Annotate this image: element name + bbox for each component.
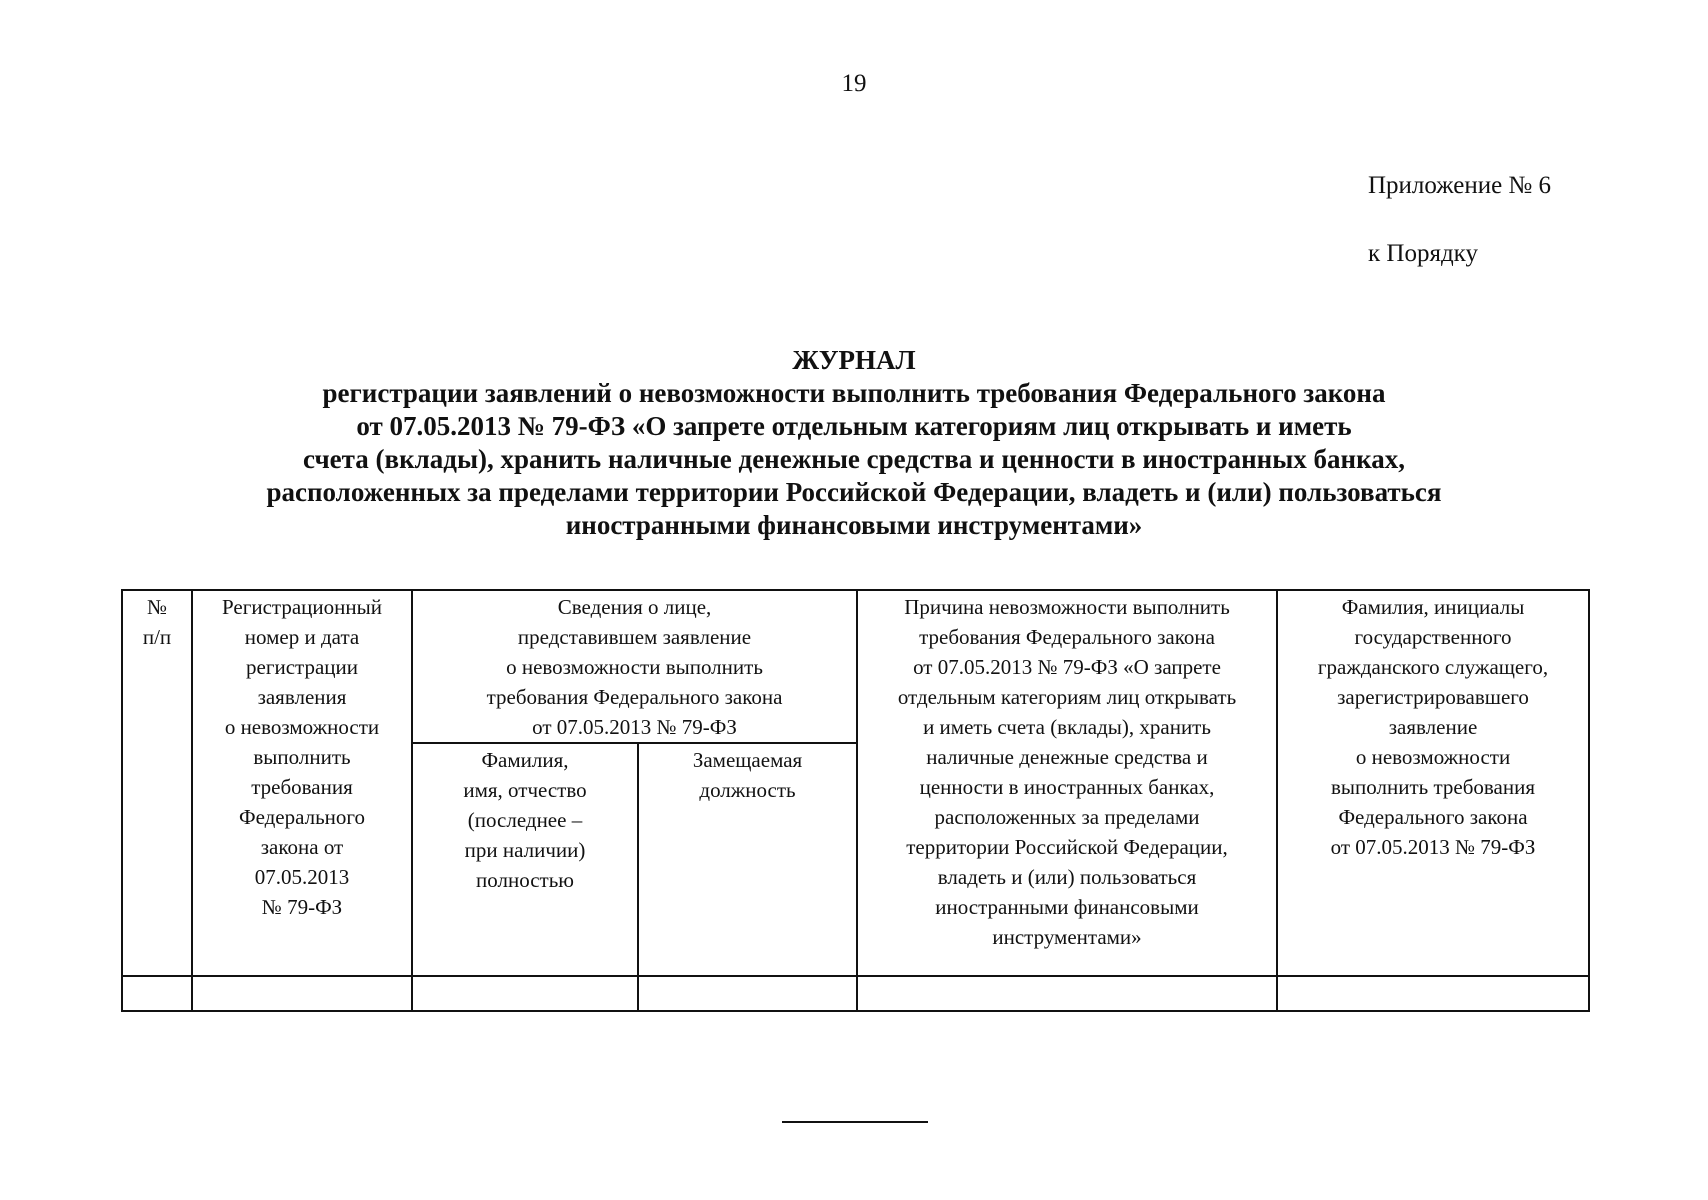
- table-cell: [412, 976, 638, 1011]
- column-header-position-text: Замещаемая должность: [692, 748, 803, 802]
- page-number: 19: [841, 70, 867, 97]
- table-header-row: [122, 590, 1589, 743]
- heading-line: счета (вклады), хранить наличные денежные средства и ценности в иностранных банках,: [303, 444, 1405, 474]
- table-cell: [638, 976, 857, 1011]
- heading-line: от 07.05.2013 № 79-ФЗ «О запрете отдельным категориям лиц открывать и иметь: [356, 411, 1352, 441]
- journal-title: ЖУРНАЛ: [792, 345, 916, 375]
- heading-line: расположенных за пределами территории Российской Федерации, владеть и (или) пользоваться: [266, 477, 1442, 507]
- column-header-registration-text: Регистрационный номер и дата регистрации заявления о невозможности выполнить требования Федерального закона от 07.05.2013 № 79-ФЗ: [222, 595, 382, 919]
- document-heading: [0, 344, 1708, 542]
- closing-line: [782, 1121, 928, 1123]
- column-header-registration: [192, 590, 412, 976]
- column-header-full-name-text: Фамилия, имя, отчество (последнее – при наличии) полностью: [463, 748, 587, 892]
- column-header-position: [638, 743, 857, 976]
- appendix-subtitle: к Порядку: [1368, 240, 1478, 267]
- column-header-applicant-info-text: Сведения о лице, представившем заявление о невозможности выполнить требования Федерального закона от 07.05.2013 № 79-ФЗ: [486, 595, 783, 739]
- column-header-official: [1277, 590, 1589, 976]
- column-header-applicant-info: [412, 590, 857, 743]
- column-header-official-text: Фамилия, инициалы государственного гражданского служащего, зарегистрировавшего заявление о невозможности выполнить требования Федерального закона от 07.05.2013 № 79-ФЗ: [1317, 595, 1549, 859]
- column-header-reason-text: Причина невозможности выполнить требования Федерального закона от 07.05.2013 № 79-ФЗ «О запрете отдельным категориям лиц открывать и иметь счета (вклады), хранить наличные денежные средства и ценности в иностранных банках, расположенных за пределами территории Российской Федерации, владеть и (или) пользоваться иностранными финансовыми инструментами»: [897, 595, 1237, 949]
- table-row: [122, 976, 1589, 1011]
- column-header-full-name: [412, 743, 638, 976]
- appendix-label: Приложение № 6: [1368, 172, 1552, 199]
- heading-line: регистрации заявлений о невозможности выполнить требования Федерального закона: [322, 378, 1386, 408]
- column-header-number: [122, 590, 192, 976]
- table-cell: [192, 976, 412, 1011]
- table-cell: [122, 976, 192, 1011]
- table-cell: [1277, 976, 1589, 1011]
- table-cell: [857, 976, 1277, 1011]
- column-header-reason: [857, 590, 1277, 976]
- heading-line: иностранными финансовыми инструментами»: [565, 510, 1143, 540]
- journal-table: [121, 589, 1590, 1012]
- column-header-number-text: № п/п: [142, 595, 172, 649]
